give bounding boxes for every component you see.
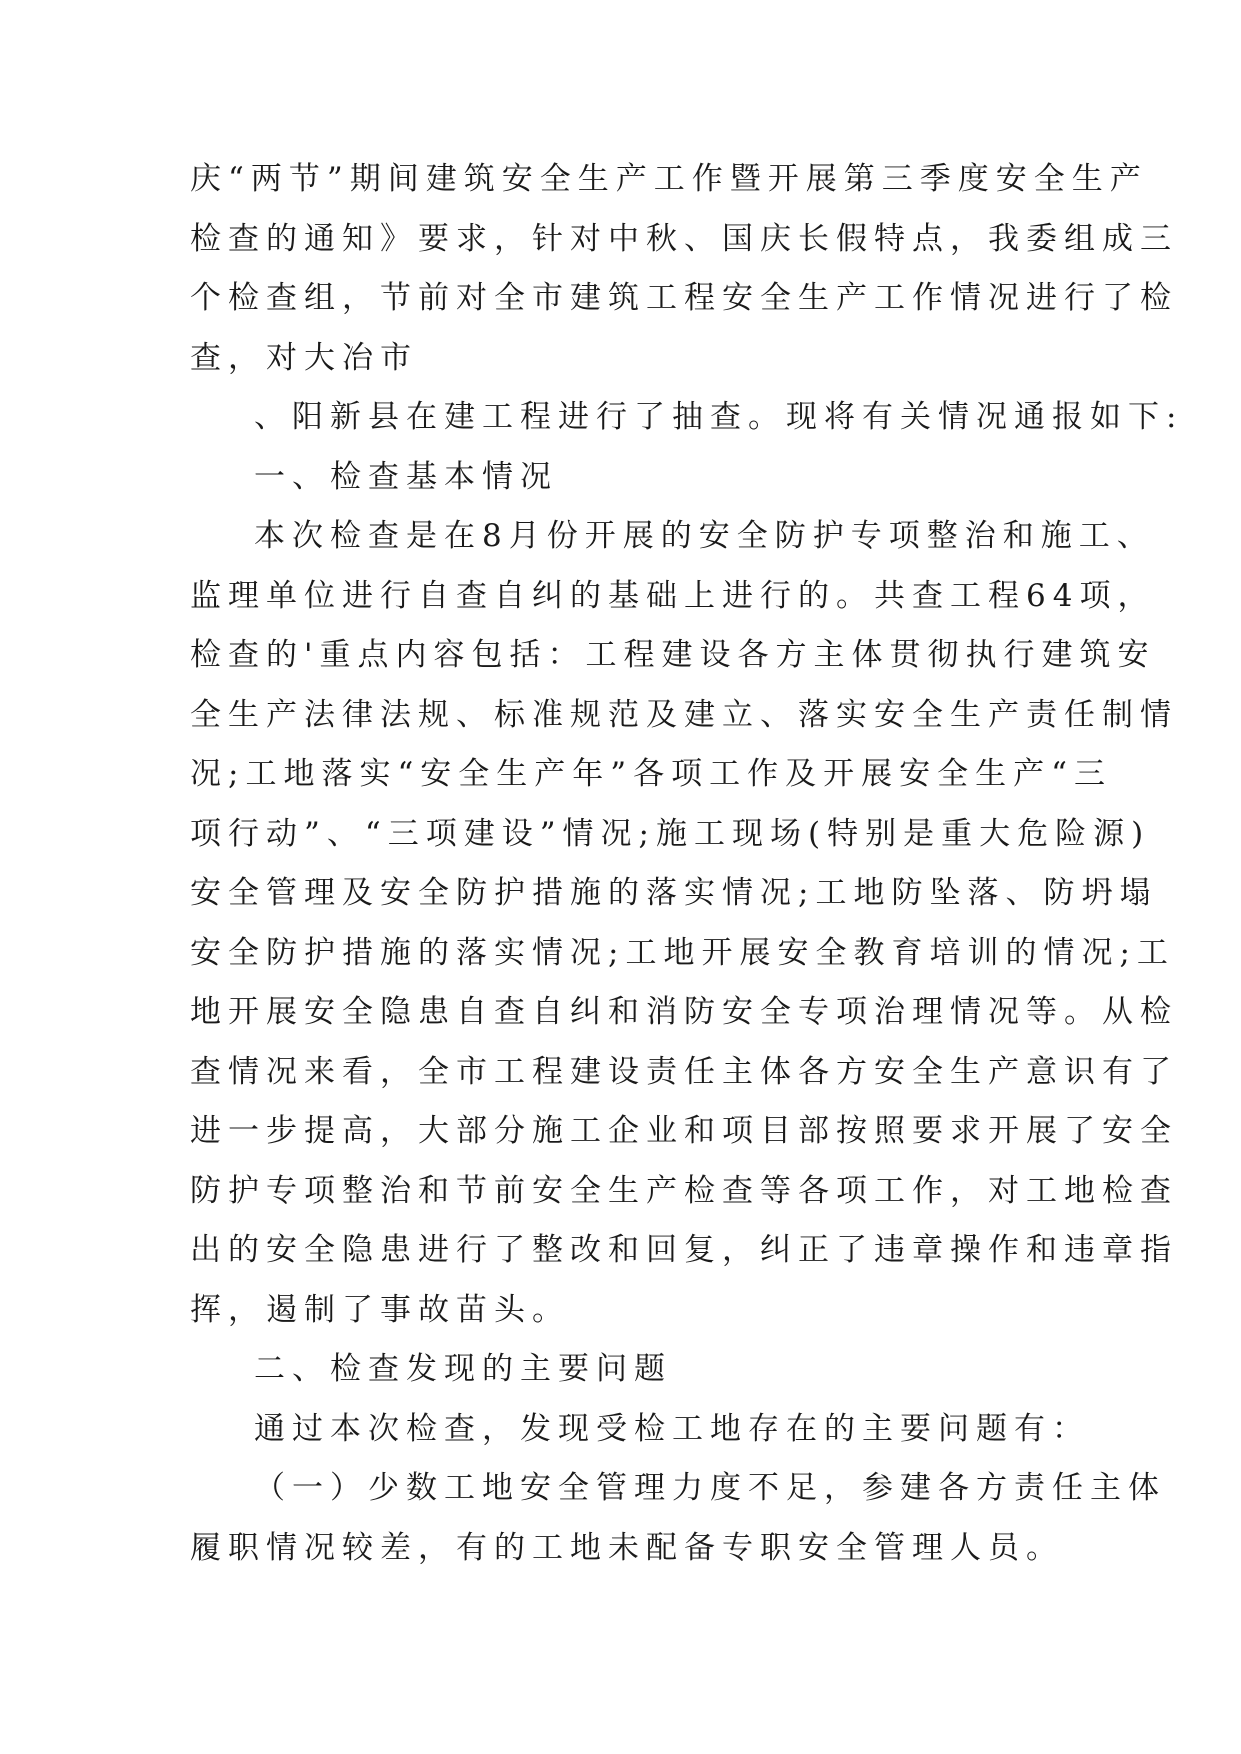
document-body (190, 150, 1184, 1578)
body-line-1: 庆“两节”期间建筑安全生产工作暨开展第三季度安全生产 (190, 161, 1148, 197)
body-line-15: 地开展安全隐患自查自纠和消防安全专项治理情况等。从检 (190, 994, 1178, 1030)
body-line-18: 防护专项整治和节前安全生产检查等各项工作，对工地检查 (190, 1172, 1178, 1209)
body-line-24: 履职情况较差，有的工地未配备专职安全管理人员。 (190, 1529, 1064, 1566)
body-line-12: 项行动”、“三项建设”情况;施工现场(特别是重大危险源) (190, 815, 1151, 852)
body-line-23: （一）少数工地安全管理力度不足，参建各方责任主体 (254, 1470, 1166, 1506)
body-line-19: 出的安全隐患进行了整改和回复，纠正了违章操作和违章指 (190, 1232, 1178, 1268)
body-line-14: 安全防护措施的落实情况;工地开展安全教育培训的情况;工 (190, 934, 1175, 971)
body-line-4: 查，对大冶市 (190, 339, 418, 376)
body-line-2: 检查的通知》要求，针对中秋、国庆长假特点，我委组成三 (190, 220, 1178, 257)
body-line-13: 安全管理及安全防护措施的落实情况;工地防坠落、防坍塌 (190, 875, 1158, 911)
body-line-22: 通过本次检查，发现受检工地存在的主要问题有： (254, 1410, 1090, 1447)
body-line-20: 挥，遏制了事故苗头。 (190, 1291, 570, 1328)
body-line-16: 查情况来看，全市工程建设责任主体各方安全生产意识有了 (190, 1053, 1178, 1090)
body-line-17: 进一步提高，大部分施工企业和项目部按照要求开展了安全 (190, 1113, 1178, 1149)
section-heading-1: 一、检查基本情况 (254, 458, 558, 495)
body-line-11: 况;工地落实“安全生产年”各项工作及开展安全生产“三 (190, 756, 1112, 792)
body-line-3: 个检查组，节前对全市建筑工程安全生产工作情况进行了检 (190, 280, 1178, 316)
body-line-8: 监理单位进行自查自纠的基础上进行的。共查工程64项， (190, 577, 1156, 614)
body-line-9: 检查的'重点内容包括：工程建设各方主体贯彻执行建筑安 (190, 637, 1156, 673)
body-line-7: 本次检查是在8月份开展的安全防护专项整治和施工、 (254, 518, 1155, 554)
body-line-5: 、阳新县在建工程进行了抽查。现将有关情况通报如下: (254, 399, 1184, 435)
section-heading-2: 二、检查发现的主要问题 (254, 1351, 672, 1387)
body-line-10: 全生产法律法规、标准规范及建立、落实安全生产责任制情 (190, 696, 1178, 733)
